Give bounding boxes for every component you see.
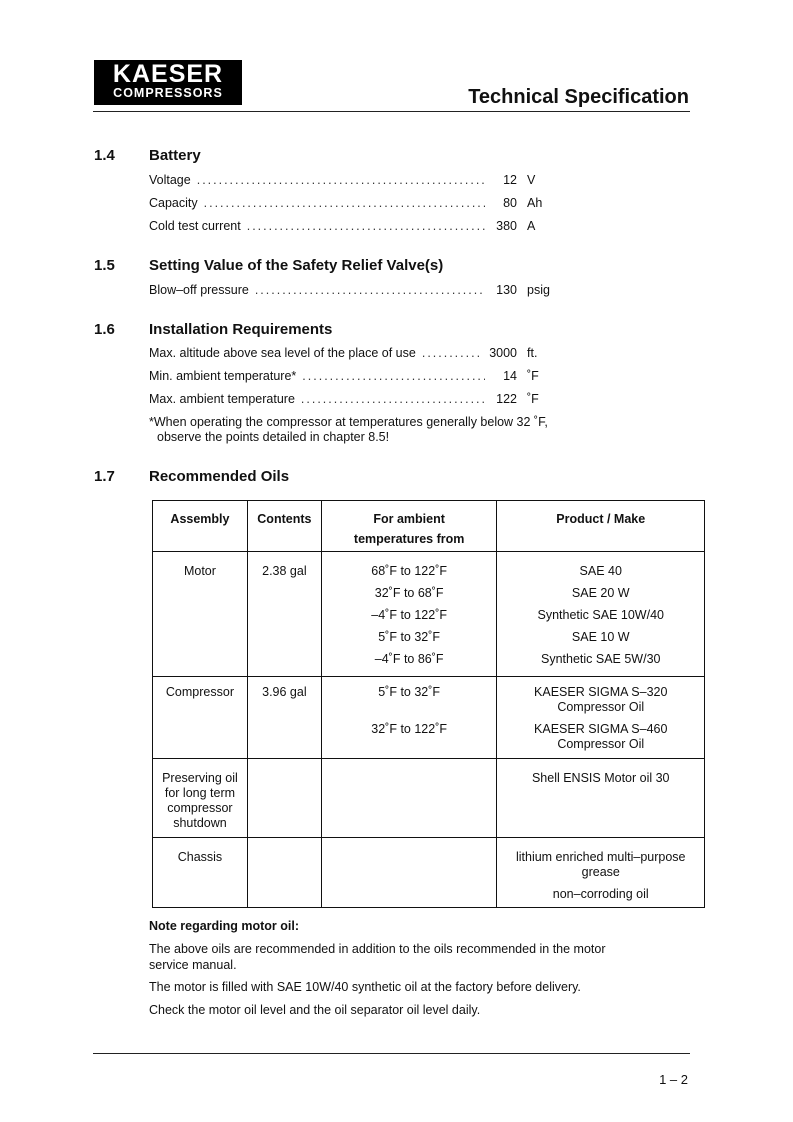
spacer: [497, 715, 704, 722]
assembly-line: Preserving oil: [162, 771, 238, 785]
spec-value: 3000: [489, 346, 517, 360]
cell-contents: [247, 838, 321, 908]
table-header-row: [153, 501, 705, 552]
spec-row: [149, 196, 559, 212]
table-row-compressor: [153, 677, 705, 759]
assembly-line: compressor: [167, 801, 233, 815]
spec-value: 380: [496, 219, 517, 233]
spec-row: [149, 219, 559, 235]
leader-dots: [255, 283, 485, 297]
assembly-line: shutdown: [173, 816, 227, 830]
temp-range: 5˚F to 32˚F: [378, 685, 441, 699]
section-number: 1.4: [94, 147, 115, 164]
spec-label: Max. altitude above sea level of the place of use: [149, 346, 416, 360]
cell-contents: [247, 759, 321, 838]
spacer: [322, 737, 497, 752]
footer-rule: [93, 1053, 690, 1054]
section-title: Installation Requirements: [149, 321, 333, 338]
oils-table: [152, 500, 705, 908]
spec-unit: ft.: [527, 346, 538, 360]
leader-dots: [301, 392, 485, 406]
page-number: 1 – 2: [659, 1072, 688, 1087]
page-title: Technical Specification: [468, 86, 689, 108]
spec-row: [149, 369, 559, 385]
cell-products: [497, 677, 705, 759]
spec-unit: A: [527, 219, 536, 233]
cell-products: [497, 838, 705, 908]
spacer: [322, 700, 497, 722]
header-product: Product / Make: [497, 501, 705, 552]
spec-label: Cold test current: [149, 219, 241, 233]
temp-range: –4˚F to 86˚F: [374, 652, 444, 666]
section-title: Setting Value of the Safety Relief Valve(s): [149, 257, 444, 274]
spec-row: [149, 392, 559, 408]
header-contents: Contents: [247, 501, 321, 552]
leader-dots: [197, 173, 485, 187]
cell-products: [497, 552, 705, 677]
footnote: *When operating the compressor at temperatures generally below 32 ˚F,: [149, 415, 548, 429]
note-paragraph: The above oils are recommended in addition to the oils recommended in the motor: [149, 942, 606, 956]
product-name: grease: [581, 865, 620, 879]
cell-temps: [321, 552, 497, 677]
product-name: Synthetic SAE 10W/40: [537, 608, 664, 622]
product-name: KAESER SIGMA S–320: [534, 685, 668, 699]
leader-dots: [422, 346, 483, 360]
spec-unit: V: [527, 173, 536, 187]
logo-subtitle: COMPRESSORS: [113, 86, 223, 100]
product-name: SAE 40: [579, 564, 622, 578]
spec-label: Blow–off pressure: [149, 283, 249, 297]
note-title: Note regarding motor oil:: [149, 919, 299, 933]
temp-range: 5˚F to 32˚F: [378, 630, 441, 644]
product-name: Synthetic SAE 5W/30: [540, 652, 661, 666]
note-paragraph: Check the motor oil level and the oil separator oil level daily.: [149, 1003, 481, 1017]
spacer: [497, 880, 704, 887]
spec-value: 122: [496, 392, 517, 406]
spec-value: 12: [503, 173, 517, 187]
product-name: lithium enriched multi–purpose: [515, 850, 686, 864]
spec-row: [149, 346, 559, 362]
product-name: Compressor Oil: [557, 700, 645, 714]
kaeser-logo: [94, 60, 242, 105]
header-temp-line: For ambient: [373, 512, 445, 526]
cell-contents: 3.96 gal: [247, 677, 321, 759]
spec-label: Capacity: [149, 196, 198, 210]
table-row-chassis: [153, 838, 705, 908]
spec-unit: psig: [527, 283, 550, 297]
table-row-motor: [153, 552, 705, 677]
header-temperature: [321, 501, 497, 552]
leader-dots: [302, 369, 485, 383]
section-number: 1.6: [94, 321, 115, 338]
spec-unit: ˚F: [527, 392, 539, 406]
note-paragraph: service manual.: [149, 958, 237, 972]
product-name: non–corroding oil: [552, 887, 649, 901]
temp-range: –4˚F to 122˚F: [371, 608, 448, 622]
header-assembly: Assembly: [153, 501, 248, 552]
spec-unit: Ah: [527, 196, 543, 210]
header-temp-line: temperatures from: [353, 532, 465, 546]
cell-temps: [321, 838, 497, 908]
cell-contents: 2.38 gal: [247, 552, 321, 677]
assembly-line: for long term: [164, 786, 236, 800]
spec-row: [149, 173, 559, 189]
header-rule: [93, 111, 690, 112]
temp-range: 68˚F to 122˚F: [371, 564, 448, 578]
cell-assembly: [153, 759, 248, 838]
logo-brand: KAESER: [112, 60, 224, 88]
product-name: KAESER SIGMA S–460: [534, 722, 668, 736]
product-name: SAE 10 W: [571, 630, 630, 644]
temp-range: 32˚F to 68˚F: [374, 586, 444, 600]
section-title: Battery: [149, 147, 201, 164]
spec-row: [149, 283, 559, 299]
cell-assembly: Chassis: [153, 838, 248, 908]
spec-label: Max. ambient temperature: [149, 392, 295, 406]
cell-temps: [321, 677, 497, 759]
spec-value: 80: [503, 196, 517, 210]
spec-unit: ˚F: [527, 369, 539, 383]
spec-value: 130: [496, 283, 517, 297]
spec-label: Min. ambient temperature*: [149, 369, 297, 383]
section-number: 1.7: [94, 468, 115, 485]
section-title: Recommended Oils: [149, 468, 290, 485]
spec-value: 14: [503, 369, 517, 383]
cell-assembly: Compressor: [153, 677, 248, 759]
note-paragraph: The motor is filled with SAE 10W/40 synthetic oil at the factory before delivery.: [149, 980, 581, 994]
product-name: Compressor Oil: [557, 737, 645, 751]
table-row-preserving: [153, 759, 705, 838]
cell-assembly: Motor: [153, 552, 248, 677]
product-name: SAE 20 W: [571, 586, 630, 600]
cell-products: Shell ENSIS Motor oil 30: [497, 759, 705, 838]
leader-dots: [204, 196, 485, 210]
footnote: observe the points detailed in chapter 8.5!: [157, 430, 390, 444]
leader-dots: [247, 219, 485, 233]
temp-range: 32˚F to 122˚F: [371, 722, 448, 736]
spec-label: Voltage: [149, 173, 191, 187]
section-number: 1.5: [94, 257, 115, 274]
cell-temps: [321, 759, 497, 838]
